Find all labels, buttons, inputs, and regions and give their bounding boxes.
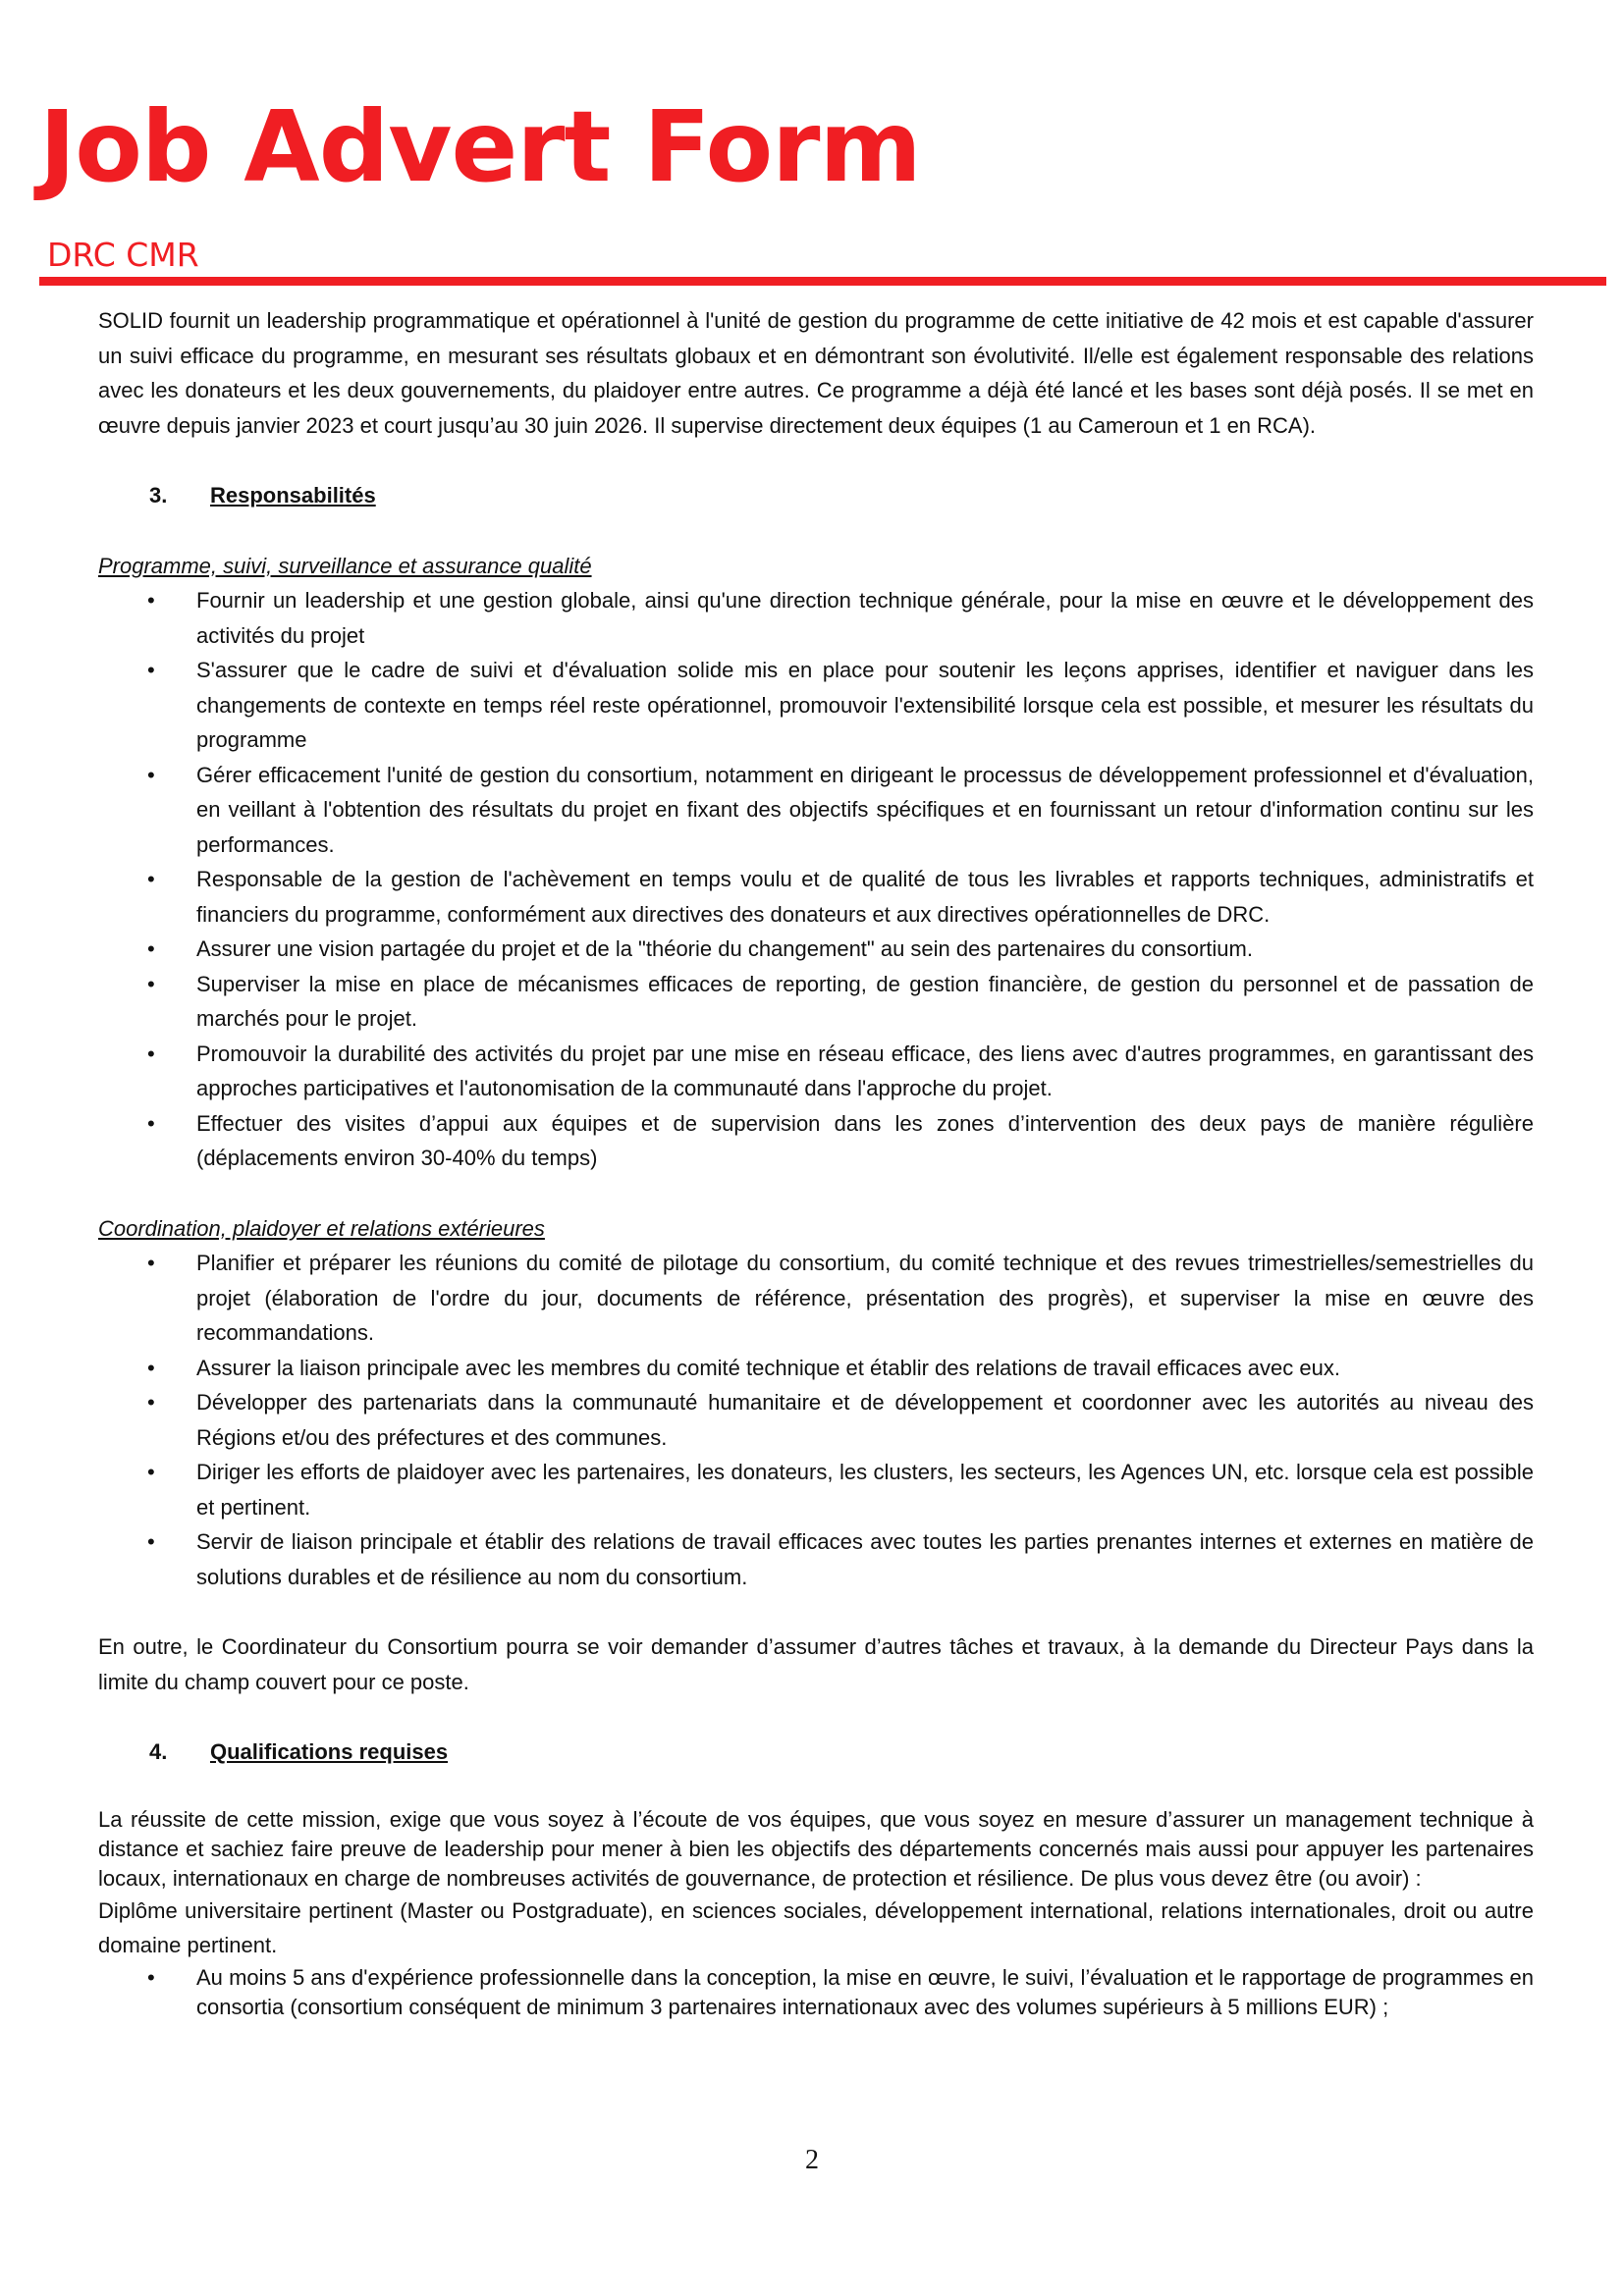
programme-responsibilities-list [98, 583, 1534, 1176]
list-item: • Assurer la liaison principale avec les membres du comité technique et établir des relations de travail efficaces avec eux. [98, 1351, 1534, 1386]
document-body [98, 303, 1534, 2022]
header-rule [39, 277, 1606, 286]
list-item: • Effectuer des visites d’appui aux équipes et de supervision dans les zones d’intervention des deux pays de manière régulière (déplacements environ 30-40% du temps) [98, 1106, 1534, 1176]
coordination-responsibilities-list [98, 1246, 1534, 1594]
document-title: Job Advert Form [39, 89, 921, 204]
intro-paragraph: SOLID fournit un leadership programmatique et opérationnel à l'unité de gestion du programme de cette initiative de 42 mois et est capable d'assurer un suivi efficace du programme, en mesurant ses résultats globaux et en démontrant son évolutivité. Il/elle est également responsable des relations avec les donateurs et les deux gouvernements, du plaidoyer entre autres. Ce programme a déjà été lancé et les bases sont déjà posés. Il se met en œuvre depuis janvier 2023 et court jusqu’au 30 juin 2026. Il supervise directement deux équipes (1 au Cameroun et 1 en RCA). [98, 308, 1534, 438]
subsection-coordination-title: Coordination, plaidoyer et relations extérieures [98, 1215, 545, 1241]
list-item: • Planifier et préparer les réunions du comité de pilotage du consortium, du comité technique et des revues trimestrielles/semestrielles du projet (élaboration de l'ordre du jour, documents de référence, présentation des progrès), et superviser la mise en œuvre des recommandations. [98, 1246, 1534, 1351]
section-4-number: 4. [149, 1739, 168, 1764]
list-item: • Superviser la mise en place de mécanismes efficaces de reporting, de gestion financière, de gestion du personnel et de passation de marchés pour le projet. [98, 967, 1534, 1037]
list-item: • Assurer une vision partagée du projet et de la "théorie du changement" au sein des partenaires du consortium. [98, 932, 1534, 967]
list-item: • Fournir un leadership et une gestion globale, ainsi qu'une direction technique générale, pour la mise en œuvre et le développement des activités du projet [98, 583, 1534, 653]
list-item: • Développer des partenariats dans la communauté humanitaire et de développement et coordonner avec les autorités au niveau des Régions et/ou des préfectures et des communes. [98, 1385, 1534, 1455]
section-3-closing-paragraph: En outre, le Coordinateur du Consortium pourra se voir demander d’assumer d’autres tâches et travaux, à la demande du Directeur Pays dans la limite du champ couvert pour ce poste. [98, 1634, 1534, 1694]
section-4-title: Qualifications requises [210, 1739, 449, 1764]
section-3-number: 3. [149, 483, 168, 507]
document-subtitle: DRC CMR [47, 236, 199, 274]
list-item: • S'assurer que le cadre de suivi et d'évaluation solide mis en place pour soutenir les leçons apprises, identifier et naviguer dans les changements de contexte en temps réel reste opérationnel, promouvoir l'extensibilité lorsque cela est possible, et mesurer les résultats du programme [98, 653, 1534, 758]
degree-requirement: Diplôme universitaire pertinent (Master ou Postgraduate), en sciences sociales, développement international, relations internationales, droit ou autre domaine pertinent. [98, 1897, 1534, 1957]
subsection-programme-title: Programme, suivi, surveillance et assurance qualité [98, 553, 592, 578]
list-item: • Gérer efficacement l'unité de gestion du consortium, notamment en dirigeant le processus de développement professionnel et d'évaluation, en veillant à l'obtention des résultats du projet en fixant des objectifs spécifiques et en fournissant un retour d'information continu sur les performances. [98, 758, 1534, 863]
list-item: • Promouvoir la durabilité des activités du projet par une mise en réseau efficace, des liens avec d'autres programmes, en garantissant des approches participatives et l'autonomisation de la communauté dans l'approche du projet. [98, 1037, 1534, 1106]
list-item: • Responsable de la gestion de l'achèvement en temps voulu et de qualité de tous les livrables et rapports techniques, administratifs et financiers du programme, conformément aux directives des donateurs et aux directives opérationnelles de DRC. [98, 862, 1534, 932]
qualifications-intro-paragraph: La réussite de cette mission, exige que vous soyez à l’écoute de vos équipes, que vous soyez en mesure d’assurer un management technique à distance et sachiez faire preuve de leadership pour mener à bien les objectifs des départements concernés mais aussi pour appuyer les partenaires locaux, internationaux en charge de nombreuses activités de gouvernance, de protection et résilience. De plus vous devez être (ou avoir) : [98, 1806, 1534, 1891]
list-item: • Servir de liaison principale et établir des relations de travail efficaces avec toutes les parties prenantes internes et externes en matière de solutions durables et de résilience au nom du consortium. [98, 1524, 1534, 1594]
qualifications-list [98, 1963, 1534, 2022]
section-3-title: Responsabilités [210, 483, 376, 507]
list-item: • Diriger les efforts de plaidoyer avec les partenaires, les donateurs, les clusters, les secteurs, les Agences UN, etc. lorsque cela est possible et pertinent. [98, 1455, 1534, 1524]
list-item: • Au moins 5 ans d'expérience professionnelle dans la conception, la mise en œuvre, le suivi, l’évaluation et le rapportage de programmes en consortia (consortium conséquent de minimum 3 partenaires internationaux avec des volumes supérieurs à 5 millions EUR) ; [98, 1963, 1534, 2022]
section-4-heading [98, 1735, 1534, 1770]
page-number: 2 [805, 2145, 819, 2175]
section-3-heading [98, 478, 1534, 513]
